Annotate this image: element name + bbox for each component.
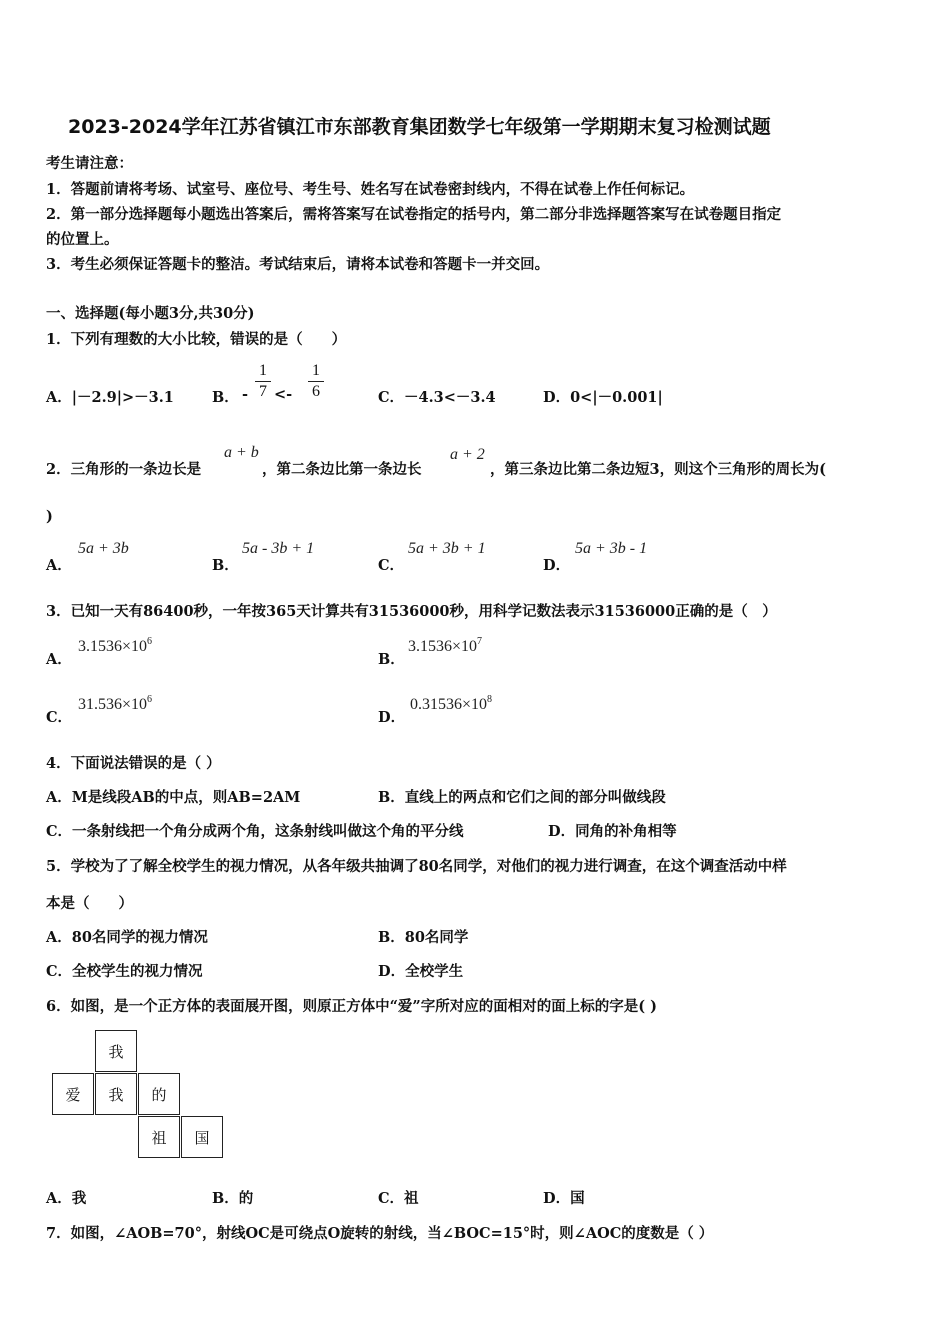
q2-expr-1: a + b (224, 444, 259, 461)
q3-option-b-label: B． (378, 651, 405, 668)
q5-option-d: D．全校学生 (378, 963, 464, 980)
notice-item-3: 3．考生必须保证答题卡的整洁。考试结束后，请将本试卷和答题卡一并交回。 (46, 256, 550, 273)
q2-option-b-label: B． (212, 557, 239, 574)
q1-option-d: D．0<|－0.001| (543, 389, 663, 406)
q6-option-b: B．的 (212, 1190, 254, 1207)
q1-option-b-minus: - (242, 386, 249, 403)
q3-option-a-exp: 6 (147, 636, 153, 647)
q6-option-c: C．祖 (378, 1190, 419, 1207)
q3-option-a (78, 636, 152, 656)
q3-option-b-exp: 7 (477, 636, 483, 647)
q1-fraction-1-num: 1 (259, 362, 267, 379)
q6-option-d: D．国 (543, 1190, 585, 1207)
q3-option-c-exp: 6 (147, 694, 153, 705)
q3-stem: 3．已知一天有86400秒，一年按365天计算共有31536000秒，用科学记数法表示31536000正确的是（ ） (46, 603, 777, 620)
q3-option-a-base: 3.1536×10 (78, 638, 148, 655)
notice-item-2: 2．第一部分选择题每小题选出答案后，需将答案写在试卷指定的括号内，第二部分非选择题答案写在试卷题目指定 (46, 206, 782, 223)
q2-option-b: 5a - 3b + 1 (242, 540, 315, 557)
q1-fraction-2 (308, 362, 324, 401)
cube-net-figure (52, 1030, 232, 1162)
q4-option-c: C．一条射线把一个角分成两个角，这条射线叫做这个角的平分线 (46, 823, 464, 840)
q1-fraction-2-den: 6 (312, 383, 320, 400)
q3-option-b-base: 3.1536×10 (408, 638, 478, 655)
q2-option-a-label: A． (46, 557, 72, 574)
net-cell-bot1: 祖 (138, 1116, 180, 1158)
notice-item-2-cont: 的位置上。 (46, 231, 119, 248)
q4-option-b: B．直线上的两点和它们之间的部分叫做线段 (378, 789, 666, 806)
q5-stem: 5．学校为了了解全校学生的视力情况，从各年级共抽调了80名同学，对他们的视力进行调查，在这个调查活动中样 (46, 858, 787, 875)
q5-option-c: C．全校学生的视力情况 (46, 963, 203, 980)
q3-option-a-label: A． (46, 651, 72, 668)
q2-option-c-label: C． (378, 557, 405, 574)
q1-fraction-1-den: 7 (259, 383, 267, 400)
q4-option-a: A．M是线段AB的中点，则AB=2AM (46, 789, 301, 806)
page-title: 2023-2024学年江苏省镇江市东部教育集团数学七年级第一学期期末复习检测试题 (68, 116, 771, 138)
q2-option-d-label: D． (543, 557, 571, 574)
q1-fraction-2-num: 1 (312, 362, 320, 379)
net-cell-left: 爱 (52, 1073, 94, 1115)
q3-option-c (78, 694, 152, 714)
net-cell-mid1: 我 (95, 1073, 137, 1115)
q2-expr-2: a + 2 (450, 446, 485, 463)
q5-stem-cont: 本是（ ） (46, 895, 133, 912)
q3-option-d-label: D． (378, 709, 406, 726)
q4-stem: 4．下面说法错误的是（ ） (46, 755, 221, 772)
q3-option-d (410, 694, 492, 714)
section-heading: 一、选择题(每小题3分,共30分) (46, 305, 255, 322)
q7-stem: 7．如图，∠AOB=70°，射线OC是可绕点O旋转的射线，当∠BOC=15°时，则∠AOC的度数是（ ） (46, 1225, 714, 1242)
q2-stem-part1: 2．三角形的一条边长是 (46, 461, 202, 478)
q2-option-c: 5a + 3b + 1 (408, 540, 486, 557)
q1-option-c: C．－4.3<－3.4 (378, 389, 496, 406)
q3-option-c-label: C． (46, 709, 73, 726)
q1-option-b-lt: <- (274, 386, 293, 403)
q3-option-d-exp: 8 (487, 694, 493, 705)
q6-option-a: A．我 (46, 1190, 87, 1207)
q1-option-b-label: B． (212, 389, 239, 406)
q2-stem-part3: ，第三条边比第二条边短3，则这个三角形的周长为( (490, 461, 826, 478)
q3-option-c-base: 31.536×10 (78, 696, 148, 713)
q4-option-d: D．同角的补角相等 (548, 823, 677, 840)
notice-item-1: 1．答题前请将考场、试室号、座位号、考生号、姓名写在试卷密封线内，不得在试卷上作任何标记。 (46, 181, 695, 198)
net-cell-bot2: 国 (181, 1116, 223, 1158)
q2-stem-part2: ，第二条边比第一条边长 (262, 461, 422, 478)
q2-option-a: 5a + 3b (78, 540, 129, 557)
q6-stem: 6．如图，是一个正方体的表面展开图，则原正方体中“爱”字所对应的面相对的面上标的字是( ) (46, 998, 658, 1015)
notice-heading: 考生请注意： (46, 155, 133, 172)
q3-option-b (408, 636, 482, 656)
q2-option-d: 5a + 3b - 1 (575, 540, 648, 557)
q1-fraction-1 (255, 362, 271, 401)
net-cell-mid2: 的 (138, 1073, 180, 1115)
q2-stem-part4: ) (46, 508, 53, 525)
q3-option-d-base: 0.31536×10 (410, 696, 488, 713)
q5-option-b: B．80名同学 (378, 929, 469, 946)
net-cell-top: 我 (95, 1030, 137, 1072)
q1-stem: 1．下列有理数的大小比较，错误的是（ ） (46, 331, 347, 348)
q1-option-a: A．|－2.9|>－3.1 (46, 389, 174, 406)
q5-option-a: A．80名同学的视力情况 (46, 929, 208, 946)
